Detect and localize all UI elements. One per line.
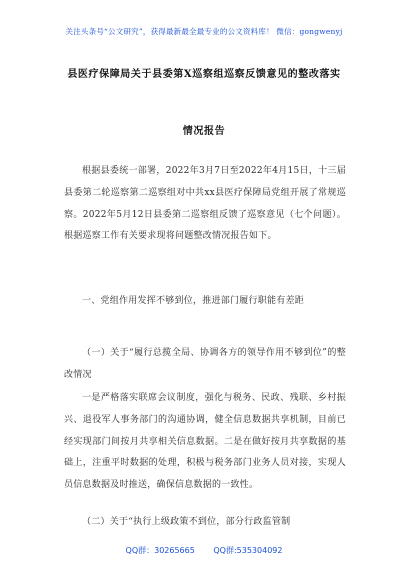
- document-title: 县医疗保障局关于县委第X巡察组巡察反馈意见的整改落实: [67, 69, 341, 80]
- section-heading-1: 一、党组作用发挥不够到位，推进部门履行职能有差距: [82, 296, 305, 306]
- body-paragraph: 一是严格落实联席会议制度，强化与税务、民政、残联、乡村振兴、退役军人事务部门的沟通协调，健全信息数据共享机制，目前已经实现部门间按月共享相关信息数据。二是在做好按月共享数据的基础上，注重平时数据的处理，积极与税务部门业务人员对接，实现人员信息数据及时推送，确保信息数据的一致性。: [64, 393, 346, 491]
- document-title-continued: 情况报告: [182, 126, 226, 137]
- subsection-heading-1: （一）关于“履行总揽全局、协调各方的领导作用不够到位”的整改情况: [64, 348, 346, 380]
- footer: [0, 545, 408, 556]
- subsection-heading-2: （二）关于“执行上级政策不到位，部分行政监管制: [82, 517, 291, 527]
- promo-banner: 关注头条号“公文研究”，获得最新最全最专业的公文资料库！ 微信：gongwenyj: [65, 27, 343, 36]
- intro-paragraph: 根据县委统一部署，2022年3月7日至2022年4月15日，十三届县委第二轮巡察第二巡察组对中共xx县医疗保障局党组开展了常规巡察。2022年5月12日县委第二巡察组反馈了巡察意见（七个问题）。根据巡察工作有关要求现将问题整改情况报告如下。: [64, 166, 346, 242]
- footer-qq-group-2: QQ群:535304092: [213, 546, 283, 555]
- footer-qq-group-1: QQ群：30265665: [125, 546, 195, 555]
